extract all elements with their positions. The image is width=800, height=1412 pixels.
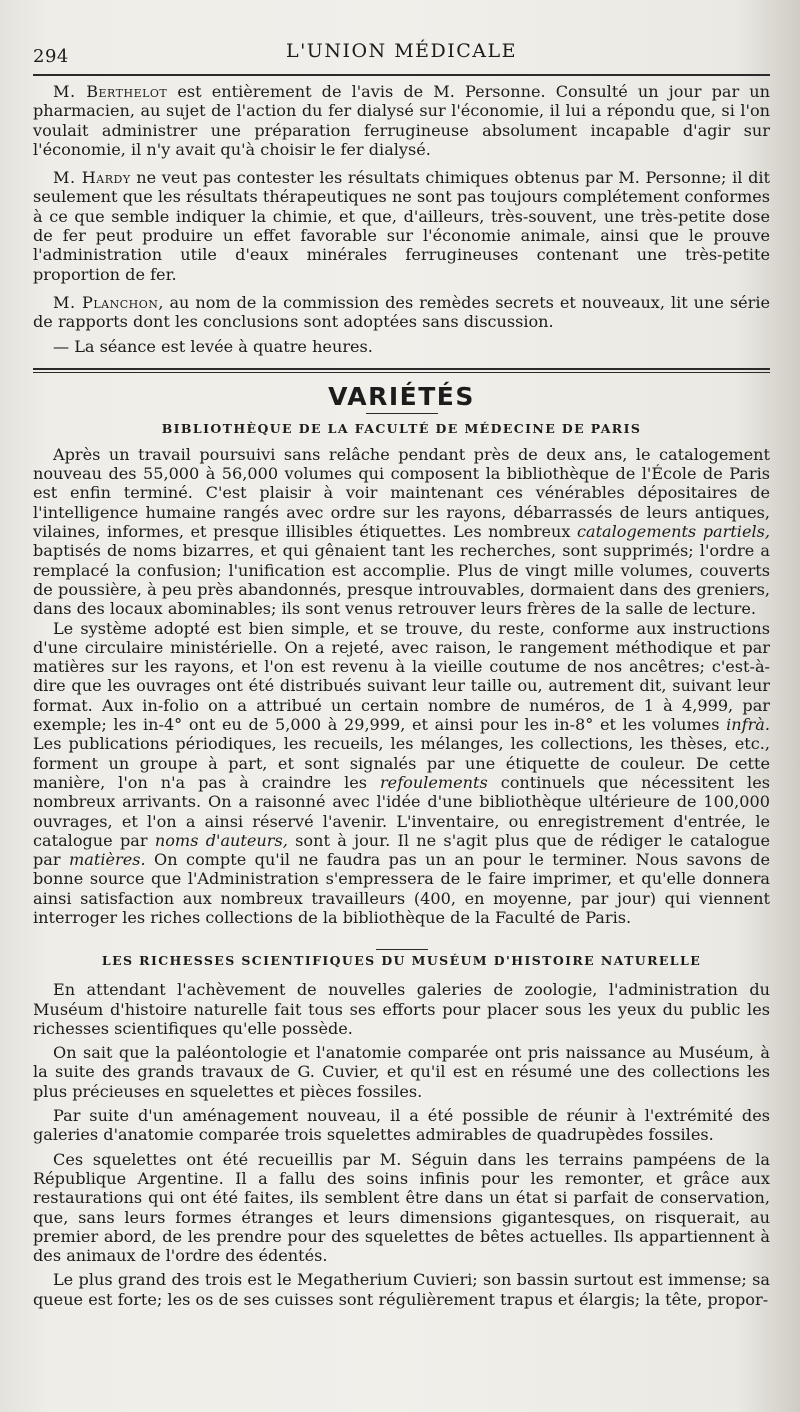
speaker-name: M. Berthelot bbox=[53, 82, 168, 101]
page-number: 294 bbox=[33, 46, 69, 67]
article-paragraph: Le système adopté est bien simple, et se trouve, du reste, conforme aux instructions d'une circulaire ministérielle. On a rejeté, avec raison, le rangement méthodique et par matières sur les rayons, et l'on est revenu à la vieille coutume de nos ancêtres; c'est-à-dire que les ouvrages ont été distribués suivant leur taille ou, autrement dit, suivant leur format. Aux in-folio on a attribué un certain nombre de numéros, de 1 à 4,999, par exemple; les in-4° ont eu de 5,000 à 29,999, et ainsi pour les in-8° et les volumes infrà. Les publications périodiques, les recueils, les mélanges, les collections, les thèses, etc., forment un groupe à part, et sont signalés par une étiquette de couleur. De cette manière, l'on n'a pas à craindre les refoulements continuels que nécessitent les nombreux arrivants. On a raisonné avec l'idée d'une bibliothèque ultérieure de 100,000 ouvrages, et l'on a ainsi réservé l'avenir. L'inventaire, ou enregistrement d'entrée, le catalogue par noms d'auteurs, sont à jour. Il ne s'agit plus que de rédiger le catalogue par matières. On compte qu'il ne faudra pas un an pour le terminer. Nous savons de bonne source que l'Administration s'empressera de le faire imprimer, et qu'elle donnera ainsi satisfaction aux nombreux travailleurs (400, en moyenne, par jour) qui viennent interroger les riches collections de la bibliothèque de la Faculté de Paris. bbox=[33, 618, 770, 927]
speaker-name: M. Planchon bbox=[53, 292, 159, 312]
article-heading: BIBLIOTHÈQUE DE LA FACULTÉ DE MÉDECINE DE PARIS bbox=[161, 420, 642, 436]
article-paragraph: Ces squelettes ont été recueillis par M. Séguin dans les terrains pampéens de la République Argentine. Il a fallu des soins infinis pour les remonter, et grâce aux restaurations qui ont été faites, ils semblent être dans un état si parfait de conservation, que, sans leurs formes étranges et leurs dimensions gigantesques, on risquerait, au premier abord, de les prendre pour des squelettes de bêtes actuelles. Ils appartiennent à des animaux de l'ordre des édentés. bbox=[33, 1149, 770, 1266]
article-paragraph: On sait que la paléontologie et l'anatomie comparée ont pris naissance au Muséum, à la suite des grands travaux de G. Cuvier, et qu'il est en résumé une des collections les plus précieuses en squelettes et pièces fossiles. bbox=[33, 1043, 770, 1101]
page-header bbox=[33, 40, 770, 70]
paragraph-text: ne veut pas contester les résultats chimiques obtenus par M. Personne; il dit seulement que les résultats thérapeutiques ne sont pas toujours complétement conformes à ce que semble indiquer la chimie, et que, d'ailleurs, très-souvent, une très-petite dose de fer peut produire un effet favorable sur l'économie animale, ainsi que le prouve l'administration utile d'eaux minérales ferrugineuses contenant une très-petite proportion de fer. bbox=[33, 168, 770, 284]
paragraph-text: est entièrement de l'avis de M. Personne. Consulté un jour par un pharmacien, au sujet de l'action du fer dialysé sur l'économie, il lui a répondu que, si l'on voulait administrer une préparation ferrugineuse absolument incapable d'agir sur l'économie, il n'y avait qu'à choisir le fer dialysé. bbox=[33, 82, 770, 159]
section-title: VARIÉTÉS bbox=[328, 381, 475, 411]
article-paragraph: Le plus grand des trois est le Megatherium Cuvieri; son bassin surtout est immense; sa queue est forte; les os de ses cuisses sont régulièrement trapus et élargis; la tête, propor- bbox=[33, 1270, 770, 1309]
section-divider bbox=[33, 368, 770, 373]
proceedings-paragraph bbox=[33, 82, 770, 159]
article-paragraph: Après un travail poursuivi sans relâche pendant près de deux ans, le catalogement nouveau des 55,000 à 56,000 volumes qui composent la bibliothèque de l'École de Paris est enfin terminé. C'est plaisir à voir maintenant ces vénérables dépositaires de l'intelligence humaine rangés avec ordre sur les rayons, débarrassés de leurs antiques, vilaines, informes, et presque illisibles étiquettes. Les nombreux catalogements partiels, baptisés de noms bizarres, et qui gênaient tant les recherches, sont supprimés; l'ordre a remplacé la confusion; l'unification est accomplie. Plus de vingt mille volumes, couverts de poussière, à peu près abandonnés, presque introuvables, dormaient dans des greniers, dans des locaux abominables; ils sont venus retrouver leurs frères de la salle de lecture. bbox=[33, 444, 771, 619]
article-paragraph: En attendant l'achèvement de nouvelles galeries de zoologie, l'administration du Muséum d'histoire naturelle fait tous ses efforts pour placer sous les yeux du public les richesses scientifiques qu'elle possède. bbox=[33, 980, 770, 1038]
article-heading: LES RICHESSES SCIENTIFIQUES DU MUSÉUM D'HISTOIRE NATURELLE bbox=[101, 953, 702, 969]
title-underline bbox=[366, 413, 438, 414]
session-closing: — La séance est levée à quatre heures. bbox=[53, 336, 373, 356]
article-divider bbox=[376, 949, 428, 950]
speaker-name: M. Hardy bbox=[53, 168, 131, 188]
proceedings-paragraph bbox=[33, 168, 770, 284]
proceedings-paragraph bbox=[33, 293, 770, 332]
page-body bbox=[33, 82, 770, 1309]
paragraph-text: , au nom de la commission des remèdes secrets et nouveaux, lit une série de rapports dont les conclusions sont adoptées sans discussion. bbox=[33, 292, 770, 332]
article-paragraph: Par suite d'un aménagement nouveau, il a été possible de réunir à l'extrémité des galeries d'anatomie comparée trois squelettes admirables de quadrupèdes fossiles. bbox=[33, 1106, 770, 1145]
running-title: L'UNION MÉDICALE bbox=[285, 40, 518, 62]
header-rule bbox=[33, 74, 770, 76]
